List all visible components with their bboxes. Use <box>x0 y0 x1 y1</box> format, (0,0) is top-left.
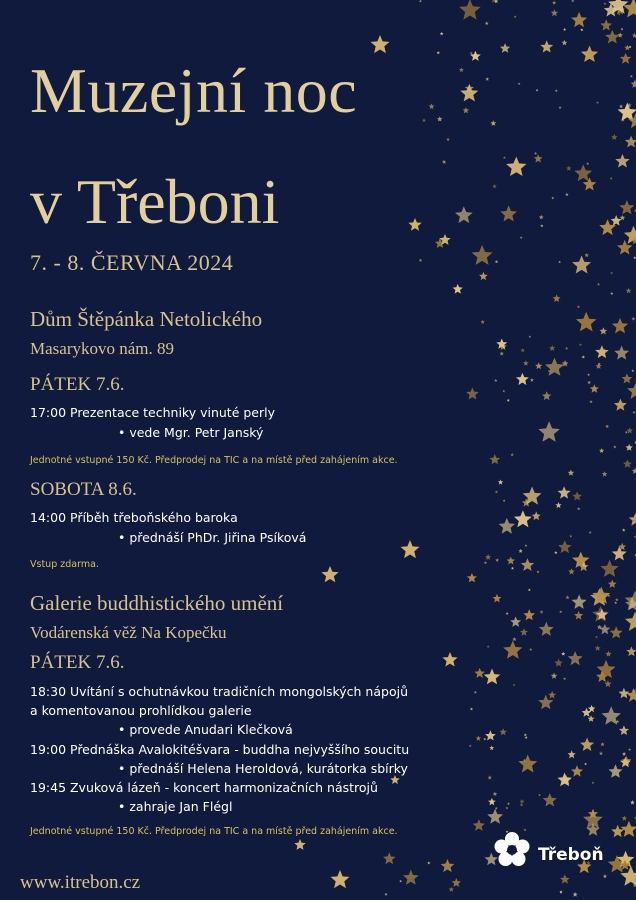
star-decoration <box>500 43 510 53</box>
star-decoration <box>487 645 490 648</box>
star-decoration <box>495 260 498 263</box>
venue-1-friday-heading: PÁTEK 7.6. <box>30 374 125 395</box>
star-decoration <box>571 0 574 2</box>
star-decoration <box>499 518 516 534</box>
venue-1-saturday-note: Vstup zdarma. <box>30 559 99 570</box>
star-decoration <box>576 312 597 332</box>
star-decoration <box>331 870 350 888</box>
star-decoration <box>568 470 575 476</box>
star-decoration <box>625 431 628 434</box>
star-decoration <box>529 648 532 651</box>
star-decoration <box>558 540 572 553</box>
star-decoration <box>503 641 522 659</box>
star-decoration <box>632 468 636 474</box>
star-decoration <box>510 453 514 457</box>
star-decoration <box>542 391 551 400</box>
star-decoration <box>566 595 570 599</box>
star-decoration <box>566 166 571 171</box>
star-decoration <box>442 652 457 667</box>
star-decoration <box>489 746 494 751</box>
star-decoration <box>611 134 617 140</box>
star-decoration <box>474 668 485 678</box>
venue-2-name: Galerie buddhistického umění <box>30 591 284 615</box>
star-decoration <box>498 480 503 485</box>
star-decoration <box>587 373 590 376</box>
star-decoration <box>555 89 558 92</box>
star-decoration <box>559 890 562 893</box>
star-decoration <box>440 32 444 36</box>
star-decoration <box>623 460 632 468</box>
star-decoration <box>584 763 587 766</box>
star-decoration <box>610 272 613 275</box>
star-decoration <box>558 261 561 264</box>
star-decoration <box>574 611 583 620</box>
star-decoration <box>552 1 556 5</box>
star-decoration <box>446 138 450 142</box>
star-decoration <box>589 400 593 403</box>
star-decoration <box>603 874 607 878</box>
star-decoration <box>530 378 534 382</box>
star-decoration <box>595 345 609 358</box>
star-decoration <box>484 669 501 685</box>
star-decoration <box>563 28 566 31</box>
star-decoration <box>619 200 634 214</box>
star-decoration <box>512 637 516 641</box>
star-decoration <box>518 755 537 773</box>
star-decoration <box>551 196 554 199</box>
star-decoration <box>511 567 514 570</box>
star-decoration <box>577 507 581 510</box>
star-decoration <box>539 622 554 636</box>
star-decoration <box>513 684 516 687</box>
star-decoration <box>502 390 505 393</box>
star-decoration <box>483 738 486 741</box>
title-line-1: Muzejní noc <box>30 55 358 126</box>
star-decoration <box>545 358 564 376</box>
star-decoration <box>536 89 539 92</box>
star-decoration <box>632 33 636 38</box>
star-decoration <box>565 193 569 196</box>
star-decoration <box>600 327 608 334</box>
star-decoration <box>586 162 589 165</box>
star-decoration <box>523 360 529 365</box>
star-decoration <box>534 154 543 162</box>
star-decoration <box>514 510 532 527</box>
star-decoration <box>419 0 422 2</box>
star-decoration <box>569 535 572 538</box>
star-decoration <box>612 318 628 334</box>
star-decoration <box>506 157 526 176</box>
star-decoration <box>507 557 515 565</box>
star-decoration <box>401 540 420 558</box>
star-decoration <box>622 816 628 821</box>
star-decoration <box>558 106 561 109</box>
star-decoration <box>519 549 523 553</box>
star-decoration <box>555 502 561 508</box>
star-decoration <box>619 104 623 108</box>
venue-2-event-1-line-b: a komentovanou prohlídkou galerie <box>30 703 252 718</box>
star-decoration <box>554 551 557 554</box>
star-decoration <box>563 677 566 680</box>
star-decoration <box>599 219 616 235</box>
star-decoration <box>626 646 636 656</box>
venue-2-event-3: 19:45 Zvuková lázeň - koncert harmonizačních nástrojů <box>30 780 378 795</box>
star-decoration <box>383 852 396 864</box>
star-decoration <box>520 803 523 806</box>
star-decoration <box>507 399 510 402</box>
star-decoration <box>583 177 597 190</box>
star-decoration <box>571 765 583 776</box>
star-decoration <box>472 245 493 265</box>
star-decoration <box>476 736 481 741</box>
star-decoration <box>525 736 528 739</box>
star-decoration <box>590 384 599 393</box>
star-decoration <box>403 870 419 885</box>
star-decoration <box>495 490 498 493</box>
star-decoration <box>565 347 568 350</box>
star-decoration <box>568 568 575 574</box>
star-decoration <box>610 292 613 295</box>
star-decoration <box>587 381 591 385</box>
star-decoration <box>620 757 631 767</box>
star-decoration <box>595 645 601 651</box>
star-decoration <box>466 387 479 399</box>
star-decoration <box>495 558 499 561</box>
star-decoration <box>539 215 544 220</box>
venue-2-friday-note: Jednotné vstupné 150 Kč. Předprodej na TIC a na místě před zahájením akce. <box>30 826 398 837</box>
venue-1-address: Masarykovo nám. 89 <box>30 339 175 358</box>
star-decoration <box>524 733 527 736</box>
star-decoration <box>481 320 485 324</box>
star-decoration <box>493 792 498 797</box>
star-decoration <box>559 610 562 613</box>
venue-2-event-2-detail: • přednáší Helena Heroldová, kurátorka sbírky <box>118 761 408 776</box>
star-decoration <box>490 120 496 126</box>
star-decoration <box>514 15 517 18</box>
star-decoration <box>621 821 636 837</box>
star-decoration <box>579 343 582 346</box>
star-decoration <box>535 362 542 369</box>
star-decoration <box>599 751 603 755</box>
venue-1-friday-event: 17:00 Prezentace techniky vinuté perly <box>30 405 276 420</box>
star-decoration <box>549 345 555 351</box>
star-decoration <box>625 612 636 631</box>
star-decoration <box>605 30 619 44</box>
star-decoration <box>548 691 556 699</box>
star-decoration <box>505 806 508 809</box>
star-decoration <box>599 448 604 453</box>
star-decoration <box>630 75 633 78</box>
star-decoration <box>427 861 430 864</box>
star-decoration <box>551 9 558 16</box>
star-decoration <box>631 317 635 321</box>
star-decoration <box>608 580 617 588</box>
star-decoration <box>580 28 583 31</box>
star-decoration <box>494 379 497 382</box>
star-decoration <box>614 399 627 411</box>
star-decoration <box>589 531 592 534</box>
star-decoration <box>441 859 455 872</box>
website-link[interactable]: www.itrebon.cz <box>20 872 141 893</box>
star-decoration <box>520 236 523 239</box>
star-decoration <box>633 411 636 414</box>
star-decoration <box>371 35 390 53</box>
star-decoration <box>470 51 481 61</box>
star-decoration <box>510 616 521 627</box>
star-decoration <box>615 154 629 168</box>
star-decoration <box>611 215 622 226</box>
star-decoration <box>518 82 521 85</box>
star-decoration <box>521 348 525 352</box>
star-decoration <box>507 802 510 805</box>
star-decoration <box>493 594 502 603</box>
venue-1-name: Dům Štěpánka Netolického <box>30 307 263 331</box>
star-decoration <box>626 688 636 702</box>
star-decoration <box>294 839 305 850</box>
venue-1-saturday-heading: SOBOTA 8.6. <box>30 479 137 500</box>
star-decoration <box>453 284 463 294</box>
star-decoration <box>429 103 435 109</box>
star-decoration <box>538 794 541 797</box>
star-decoration <box>422 118 426 122</box>
star-decoration <box>603 2 606 5</box>
star-decoration <box>605 424 609 428</box>
star-decoration <box>520 799 525 804</box>
star-decoration <box>488 775 493 779</box>
star-decoration <box>551 673 558 679</box>
star-decoration <box>479 272 488 280</box>
star-decoration <box>521 558 534 571</box>
star-decoration <box>627 427 633 433</box>
star-decoration <box>611 825 624 837</box>
star-decoration <box>469 744 472 747</box>
star-decoration <box>503 499 506 502</box>
star-decoration <box>537 571 540 574</box>
star-decoration <box>485 77 489 81</box>
star-decoration <box>595 636 598 639</box>
star-decoration <box>581 46 598 63</box>
star-decoration <box>408 218 421 231</box>
star-decoration <box>488 798 496 805</box>
star-decoration <box>600 560 618 577</box>
venue-2-event-2: 19:00 Přednáška Avalokitéšvara - buddha nejvyššího soucitu <box>30 742 410 757</box>
venue-2-event-3-detail: • zahraje Jan Flégl <box>118 799 233 814</box>
star-decoration <box>630 800 635 804</box>
venue-1-friday-detail: • vede Mgr. Petr Janský <box>118 425 264 440</box>
star-decoration <box>582 355 585 358</box>
star-decoration <box>500 728 507 735</box>
star-decoration <box>500 205 517 221</box>
star-decoration <box>612 546 627 560</box>
venue-2-event-1-line-a: 18:30 Uvítání s ochutnávkou tradičních mongolských nápojů <box>30 684 408 699</box>
star-decoration <box>622 373 633 383</box>
star-decoration <box>600 19 612 30</box>
star-decoration <box>568 750 576 758</box>
star-decoration <box>516 373 529 385</box>
star-decoration <box>599 624 610 634</box>
star-decoration <box>520 628 528 636</box>
venue-2-event-1-detail: • provede Anudari Klečková <box>118 722 293 737</box>
star-decoration <box>487 809 503 824</box>
star-decoration <box>585 253 589 257</box>
star-decoration <box>470 52 473 55</box>
star-decoration <box>321 566 338 582</box>
star-decoration <box>543 793 557 806</box>
star-decoration <box>568 651 583 665</box>
star-decoration <box>503 156 506 159</box>
star-decoration <box>608 764 622 778</box>
star-decoration <box>562 40 568 45</box>
star-decoration <box>572 594 587 609</box>
star-decoration <box>571 12 587 27</box>
star-decoration <box>473 819 485 831</box>
star-decoration <box>619 725 629 735</box>
venue-2-address: Vodárenská věž Na Kopečku <box>30 623 227 642</box>
star-decoration <box>626 288 632 294</box>
star-decoration <box>484 561 487 564</box>
star-decoration <box>624 45 630 51</box>
star-decoration <box>485 554 491 560</box>
star-decoration <box>631 80 636 88</box>
star-decoration <box>613 445 616 448</box>
star-decoration <box>626 444 633 451</box>
star-decoration <box>561 652 565 656</box>
star-decoration <box>620 53 631 64</box>
star-decoration <box>614 346 629 360</box>
star-decoration <box>621 28 624 31</box>
star-decoration <box>474 691 477 694</box>
star-decoration <box>470 707 473 710</box>
star-decoration <box>540 224 543 227</box>
venue-2-friday-heading: PÁTEK 7.6. <box>30 652 125 673</box>
star-decoration <box>523 609 535 620</box>
venue-1-saturday-detail: • přednáší PhDr. Jiřina Psíková <box>118 530 307 545</box>
star-decoration <box>560 874 570 883</box>
venue-1-friday-note: Jednotné vstupné 150 Kč. Předprodej na TIC a na místě před zahájením akce. <box>30 455 398 466</box>
star-decoration <box>627 382 636 399</box>
star-decoration <box>437 51 441 54</box>
star-decoration <box>625 136 636 148</box>
star-decoration <box>459 67 464 72</box>
star-decoration <box>506 612 509 615</box>
star-decoration <box>554 659 563 667</box>
star-decoration <box>532 512 541 521</box>
star-decoration <box>525 544 528 547</box>
star-decoration <box>577 305 580 308</box>
star-decoration <box>540 610 544 614</box>
star-decoration <box>449 887 454 892</box>
star-decoration <box>455 206 473 223</box>
star-decoration <box>492 184 497 188</box>
title-line-2: v Třeboni <box>30 166 280 237</box>
venue-1-saturday-event: 14:00 Příběh třeboňského baroka <box>30 510 238 525</box>
star-decoration <box>580 738 594 751</box>
star-decoration <box>572 255 591 273</box>
star-decoration <box>390 775 400 784</box>
star-decoration <box>485 21 489 25</box>
star-decoration <box>500 351 504 355</box>
star-decoration <box>602 471 608 476</box>
star-decoration <box>622 528 625 531</box>
star-decoration <box>528 335 531 338</box>
star-decoration <box>489 454 500 464</box>
star-decoration <box>459 0 481 20</box>
star-decoration <box>528 589 531 592</box>
star-decoration <box>615 598 618 601</box>
star-decoration <box>419 259 422 262</box>
star-decoration <box>399 880 402 883</box>
star-decoration <box>572 491 582 500</box>
star-decoration <box>592 781 595 784</box>
star-decoration <box>463 107 469 113</box>
star-decoration <box>597 283 600 286</box>
star-decoration <box>540 40 553 52</box>
star-decoration <box>534 152 537 155</box>
star-decoration <box>467 573 477 583</box>
star-decoration <box>618 688 629 698</box>
star-decoration <box>573 892 578 897</box>
star-decoration <box>538 421 560 442</box>
star-decoration <box>558 486 571 498</box>
event-date: 7. - 8. ČERVNA 2024 <box>30 250 234 275</box>
star-decoration <box>628 748 631 751</box>
star-decoration <box>610 177 613 180</box>
star-decoration <box>596 101 599 104</box>
star-decoration <box>452 878 461 887</box>
star-decoration <box>614 601 617 604</box>
star-decoration <box>631 369 634 372</box>
star-decoration <box>384 893 387 896</box>
star-decoration <box>610 626 623 638</box>
star-decoration <box>485 730 496 740</box>
star-decoration <box>553 294 561 302</box>
star-decoration <box>622 752 626 756</box>
star-decoration <box>437 116 442 121</box>
logo-text: Třeboň <box>538 845 604 865</box>
star-decoration <box>605 651 611 657</box>
star-decoration <box>600 742 604 746</box>
